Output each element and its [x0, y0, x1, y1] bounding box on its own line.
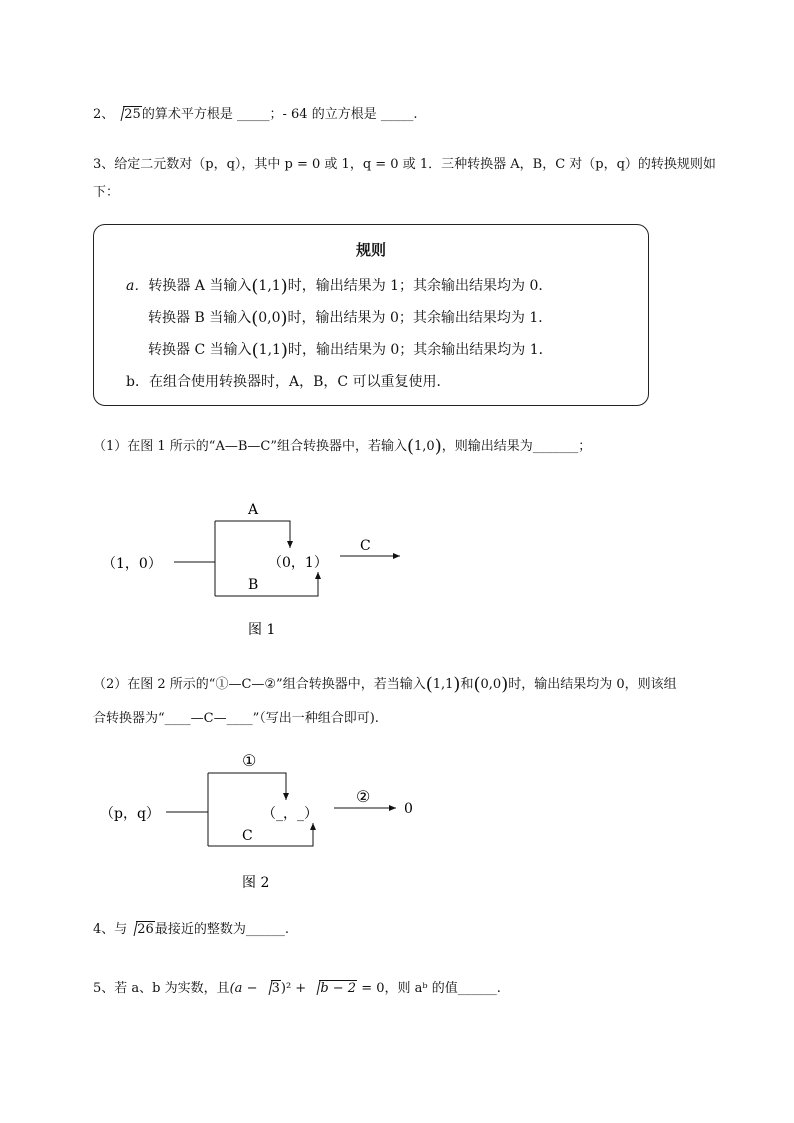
q2-sep: ；	[269, 107, 283, 122]
rule-a1: a．转换器 A 当输入(1,1)时，输出结果为 1；其余输出结果均为 0．	[126, 276, 553, 297]
q5-blank[interactable]: ______	[457, 981, 497, 996]
part1-blank[interactable]: _______	[532, 439, 579, 454]
q5-rad2: b − 2	[320, 981, 357, 996]
q2-blank-b[interactable]: _____	[380, 107, 414, 122]
fig2-bottom-path	[208, 823, 313, 846]
fig1-right-label: C	[360, 538, 371, 554]
part1-text-pre: （1）在图 1 所示的“A—B—C”组合转换器中，若输入	[93, 439, 407, 454]
q4-pre: 4、与	[93, 922, 128, 937]
q4-blank[interactable]: ______	[245, 922, 285, 937]
q5-expr-b: )² +	[280, 981, 311, 996]
fig2-right-label: ②	[356, 787, 371, 806]
part2-line1-mid: 和	[460, 677, 474, 692]
rule-b: b．在组合使用转换器时，A，B，C 可以重复使用．	[126, 374, 451, 390]
fig1-caption: 图 1	[248, 622, 276, 638]
question-5	[93, 980, 501, 998]
fig1-input: （1，0）	[102, 556, 162, 572]
sqrt-26	[127, 921, 155, 939]
fig2-caption: 图 2	[242, 875, 270, 891]
rule-a3-input: 1,1	[258, 342, 281, 358]
fig1-bottom-label: B	[248, 577, 259, 593]
part2-input-b: 0,0	[480, 677, 502, 692]
q2-end: .	[413, 107, 418, 122]
q5-rad1: 3	[271, 981, 280, 996]
question-3-line2: 下：	[93, 185, 120, 200]
rule-a2-post: 时，输出结果为 0；其余输出结果均为 1．	[287, 310, 553, 326]
fig2-middle: （_，_）	[262, 806, 318, 822]
fig2-top-path	[208, 773, 286, 800]
rule-a3-post: 时，输出结果为 0；其余输出结果均为 1．	[287, 342, 553, 358]
q5-post: ，则 aᵇ 的值	[384, 981, 458, 996]
rule-a3: 转换器 C 当输入(1,1)时，输出结果为 0；其余输出结果均为 1．	[148, 340, 553, 361]
q5-expr-a: (a −	[229, 981, 262, 996]
fig2-top-label: ①	[242, 751, 257, 770]
question-4	[93, 921, 289, 939]
fig1-top-path	[215, 521, 290, 548]
part-1: （1）在图 1 所示的“A—B—C”组合转换器中，若输入(1,0)，则输出结果为_______；	[93, 436, 592, 457]
q4-radicand: 26	[137, 922, 154, 937]
question-3-line1: 3、给定二元数对（p，q），其中 p = 0 或 1，q = 0 或 1．三种转换器 A，B，C 对（p，q）的转换规则如	[93, 157, 716, 172]
q5-expr-c: = 0	[357, 981, 385, 996]
q4-end: .	[284, 922, 289, 937]
q2-number: 2、	[93, 107, 115, 122]
fig1-bottom-path	[215, 572, 318, 596]
rule-a1-input: 1,1	[258, 278, 281, 294]
part2-input-a: 1,1	[432, 677, 454, 692]
rule-a2-input: 0,0	[258, 310, 281, 326]
sqrt-b-minus-2	[310, 980, 357, 998]
part2-line1-pre: （2）在图 2 所示的“①—C—②”组合转换器中，若当输入	[93, 677, 426, 692]
rule-a2: 转换器 B 当输入(0,0)时，输出结果为 0；其余输出结果均为 1．	[148, 308, 553, 329]
part1-end: ；	[578, 439, 592, 454]
q2-text-a: 的算术平方根是	[141, 107, 233, 122]
rule-a-prefix: a．	[126, 278, 149, 294]
q4-post: 最接近的整数为	[154, 922, 246, 937]
q5-pre: 5、若 a、b 为实数，且	[93, 981, 230, 996]
rule-a2-pre: 转换器 B 当输入	[148, 310, 252, 326]
part-2-line2: 合转换器为“____—C—____”（写出一种组合即可).	[93, 711, 379, 726]
part1-text-post: ，则输出结果为	[441, 439, 533, 454]
fig2-bottom-label: C	[242, 828, 253, 844]
rule-a1-pre: 转换器 A 当输入	[148, 278, 252, 294]
part-2-line1: （2）在图 2 所示的“①—C—②”组合转换器中，若当输入(1,1)和(0,0)时，输出结果均为 0，则该组	[93, 674, 677, 695]
fig1-top-label: A	[248, 502, 259, 518]
rule-a1-post: 时，输出结果为 1；其余输出结果均为 0．	[287, 278, 553, 294]
q5-end: .	[496, 981, 501, 996]
sqrt-3	[262, 980, 281, 998]
fig2-output: 0	[404, 801, 413, 817]
q2-blank-a[interactable]: _____	[236, 107, 270, 122]
part1-input: 1,0	[414, 439, 435, 454]
rule-a3-pre: 转换器 C 当输入	[148, 342, 252, 358]
q2-radicand: 25	[124, 107, 141, 122]
q2-text-b: - 64 的立方根是	[282, 107, 377, 122]
rules-title: 规则	[355, 241, 386, 259]
fig2-input: （p，q）	[100, 806, 160, 822]
part2-line1-post: 时，输出结果均为 0，则该组	[508, 677, 677, 692]
fig1-middle: （0，1）	[268, 555, 328, 571]
